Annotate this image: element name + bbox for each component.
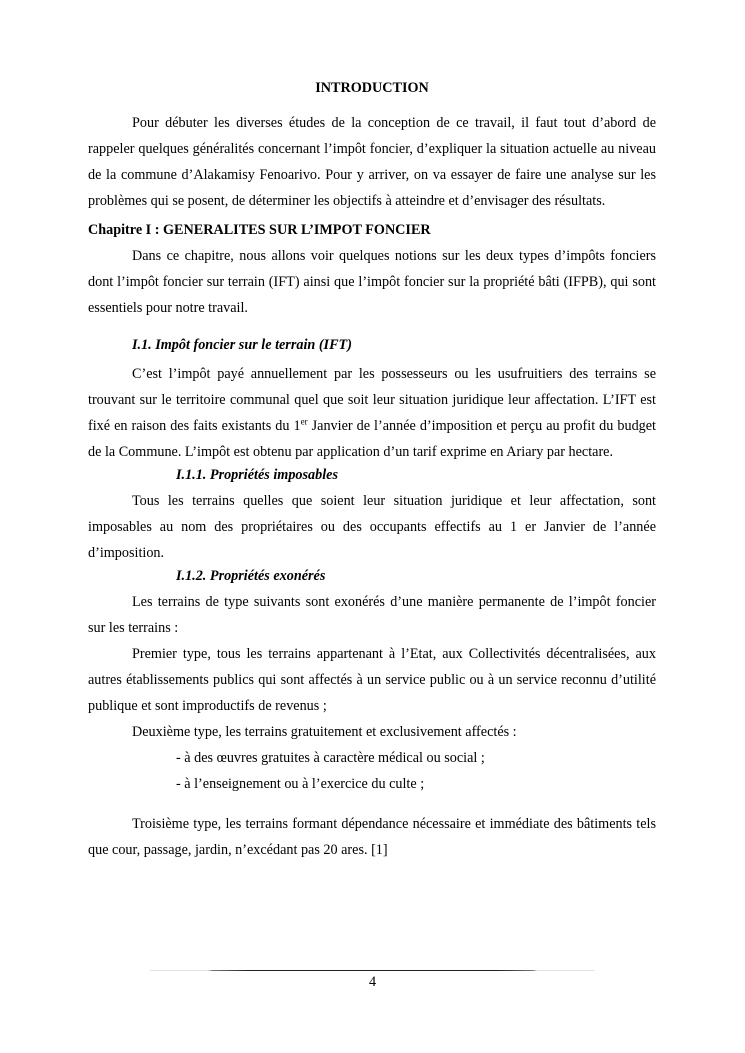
type-2-paragraph: Deuxième type, les terrains gratuitement et exclusivement affectés : <box>132 724 517 740</box>
subsection-heading-exoneres: I.1.2. Propriétés exonérés <box>176 568 326 584</box>
exoneres-paragraph: Les terrains de type suivants sont exonérés d’une manière permanente de l’impôt foncier sur les terrains : <box>88 594 656 636</box>
footer-divider <box>150 970 595 971</box>
ift-superscript: er <box>300 416 308 427</box>
type-3-paragraph: Troisième type, les terrains formant dépendance nécessaire et immédiate des bâtiments tels que cour, passage, jardin, n’excédant pas 20 ares. [1] <box>88 816 656 858</box>
section-heading-ift: I.1. Impôt foncier sur le terrain (IFT) <box>132 337 352 353</box>
list-item: - à des œuvres gratuites à caractère médical ou social ; <box>176 750 485 766</box>
imposables-paragraph: Tous les terrains quelles que soient leur situation juridique et leur affectation, sont imposables au nom des propriétaires ou des occupants effectifs au 1 er Janvier de l’année d’imposition. <box>88 493 656 561</box>
ift-paragraph <box>88 361 656 465</box>
intro-paragraph: Pour débuter les diverses études de la conception de ce travail, il faut tout d’abord de rappeler quelques généralités concernant l’impôt foncier, d’expliquer la situation actuelle au niveau de la commune d’Alakamisy Fenoarivo. Pour y arriver, on va essayer de faire une analyse sur les problèmes qui se posent, de déterminer les objectifs à atteindre et d’envisager des résultats. <box>88 115 656 209</box>
chapter-paragraph: Dans ce chapitre, nous allons voir quelques notions sur les deux types d’impôts fonciers dont l’impôt foncier sur terrain (IFT) ainsi que l’impôt foncier sur la propriété bâti (IFPB), qui sont essentiels pour notre travail. <box>88 248 656 316</box>
chapter-heading: Chapitre I : GENERALITES SUR L’IMPOT FONCIER <box>88 222 431 238</box>
ift-text-b: Janvier de l’année d’imposition et perçu au profit du budget de la Commune. L’impôt est obtenu par application d’un tarif exprime en Ariary par hectare. <box>88 418 656 460</box>
page-body <box>88 78 656 863</box>
list-item: - à l’enseignement ou à l’exercice du culte ; <box>176 776 425 792</box>
type-1-paragraph: Premier type, tous les terrains appartenant à l’Etat, aux Collectivités décentralisées, aux autres établissements publics qui sont affectés à un service public ou à un service reconnu d’utilité publique et sont improductifs de revenus ; <box>88 646 656 714</box>
page-title: INTRODUCTION <box>315 80 429 96</box>
ift-text-a: C’est l’impôt payé annuellement par les possesseurs ou les usufruitiers des terrains se trouvant sur le territoire communal quel que soit leur situation juridique leur affectation. L’IFT est fixé en raison des faits existants du 1 <box>88 366 656 434</box>
subsection-heading-imposables: I.1.1. Propriétés imposables <box>176 467 338 483</box>
page-number: 4 <box>368 974 377 990</box>
